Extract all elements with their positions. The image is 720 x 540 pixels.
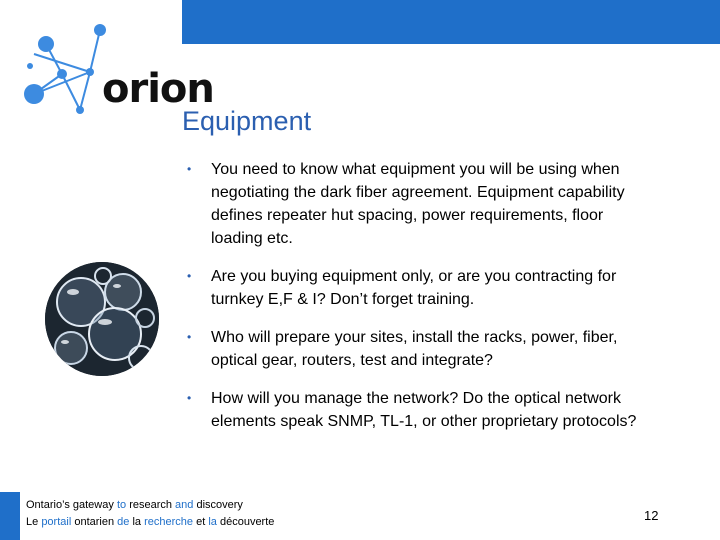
logo-wordmark: orion [102,66,214,112]
slide-title: Equipment [182,106,312,136]
bullet-dot: • [187,162,192,176]
bullet-dot: • [187,330,192,344]
bullet-item: • Who will prepare your sites, install the racks, power, fiber, optical gear, routers, test and integrate? [187,326,657,372]
bullet-item: • You need to know what equipment you will be using when negotiating the dark fiber agreement. Equipment capability defines repeater hut spacing, power requirements, floor loading etc. [187,158,657,250]
footer-tagline [26,497,274,531]
tagline-english: Ontario’s gateway to research and discovery [26,499,243,511]
bullet-list [187,158,657,448]
bullet-dot: • [187,391,192,405]
header-band [182,0,720,44]
bullet-item: • Are you buying equipment only, or are you contracting for turnkey E,F & I? Don’t forget training. [187,265,657,311]
tagline-french: Le portail ontarien de la recherche et la découverte [26,516,275,528]
footer-accent-bar [0,492,20,540]
page-number: 12 [644,508,659,523]
bullet-item: • How will you manage the network? Do the optical network elements speak SNMP, TL-1, or other proprietary protocols? [187,387,657,433]
bubbles-image [45,262,159,376]
bubbles-photo [45,262,159,376]
bullet-dot: • [187,269,192,283]
orion-logo [18,14,214,124]
